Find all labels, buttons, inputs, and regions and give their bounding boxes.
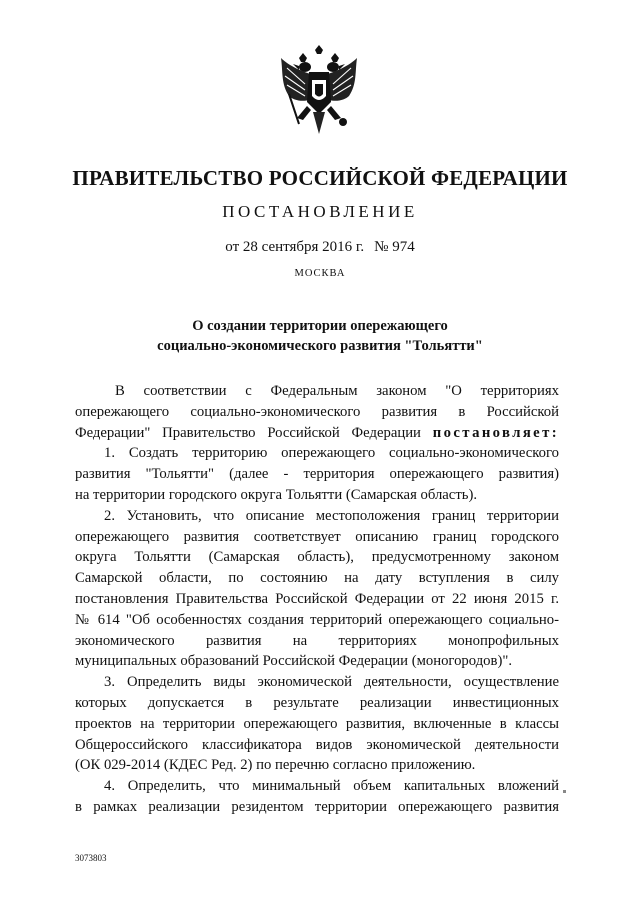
body-line: на территории городского округа Тольятти (Самарская область).	[75, 486, 478, 503]
body-line: округа Тольятти (Самарская область), предусмотренному законом	[75, 549, 559, 566]
body-line: постановления Правительства Российской Федерации от 22 июня 2015 г.	[75, 590, 559, 607]
decrees-word: постановляет:	[432, 424, 560, 441]
decree-date: от 28 сентября 2016 г.	[225, 239, 365, 255]
decree-number: № 974	[374, 239, 415, 255]
body-line: в рамках реализации резидентом территории опережающего развития	[75, 798, 559, 815]
body-line: которых допускается в результате реализации инвестиционных	[75, 694, 559, 711]
government-name: ПРАВИТЕЛЬСТВО РОССИЙСКОЙ ФЕДЕРАЦИИ	[72, 166, 568, 190]
body-line: опережающего развития соответствует описанию границ городского	[75, 528, 559, 545]
body-line: муниципальных образований Российской Федерации (моногородов)".	[75, 653, 513, 670]
body-text: Федерации" Правительство Российской Федерации	[75, 424, 421, 441]
body-line: 3. Определить виды экономической деятельности, осуществление	[104, 674, 559, 691]
body-line: проектов на территории опережающего развития, включенные в классы	[75, 715, 559, 732]
body-line: Самарской области, по состоянию на дату вступления в силу	[75, 570, 559, 587]
body-line: 2. Установить, что описание местоположения границ территории	[104, 507, 559, 524]
document-type: ПОСТАНОВЛЕНИЕ	[222, 202, 418, 221]
city: МОСКВА	[294, 268, 346, 279]
double-headed-eagle-icon	[275, 44, 363, 144]
body-line	[75, 423, 559, 444]
body-line: экономического развития на территориях монопрофильных	[75, 632, 559, 649]
body-line: (ОК 029-2014 (КДЕС Ред. 2) по перечню согласно приложению.	[75, 757, 476, 774]
body-line: В соответствии с Федеральным законом "О территориях	[115, 383, 559, 399]
body-line: № 614 "Об особенностях создания территорий опережающего социально-	[75, 611, 559, 628]
date-line	[0, 239, 640, 256]
body-line: 4. Определить, что минимальный объем капитальных вложений	[104, 778, 559, 795]
body-line: 1. Создать территорию опережающего социально-экономического	[104, 445, 559, 462]
document-code: 3073803	[75, 853, 107, 863]
scan-mark	[563, 790, 566, 793]
document-subject	[0, 316, 640, 356]
body-line: развития "Тольятти" (далее - территория опережающего развития)	[75, 466, 559, 483]
subject-line: социально-экономического развития "Тольятти"	[157, 338, 483, 354]
subject-line: О создании территории опережающего	[192, 318, 448, 334]
document-body	[75, 381, 559, 818]
body-line: опережающего социально-экономического развития в Российской	[75, 403, 559, 420]
body-line: Общероссийского классификатора видов экономической деятельности	[75, 736, 559, 753]
